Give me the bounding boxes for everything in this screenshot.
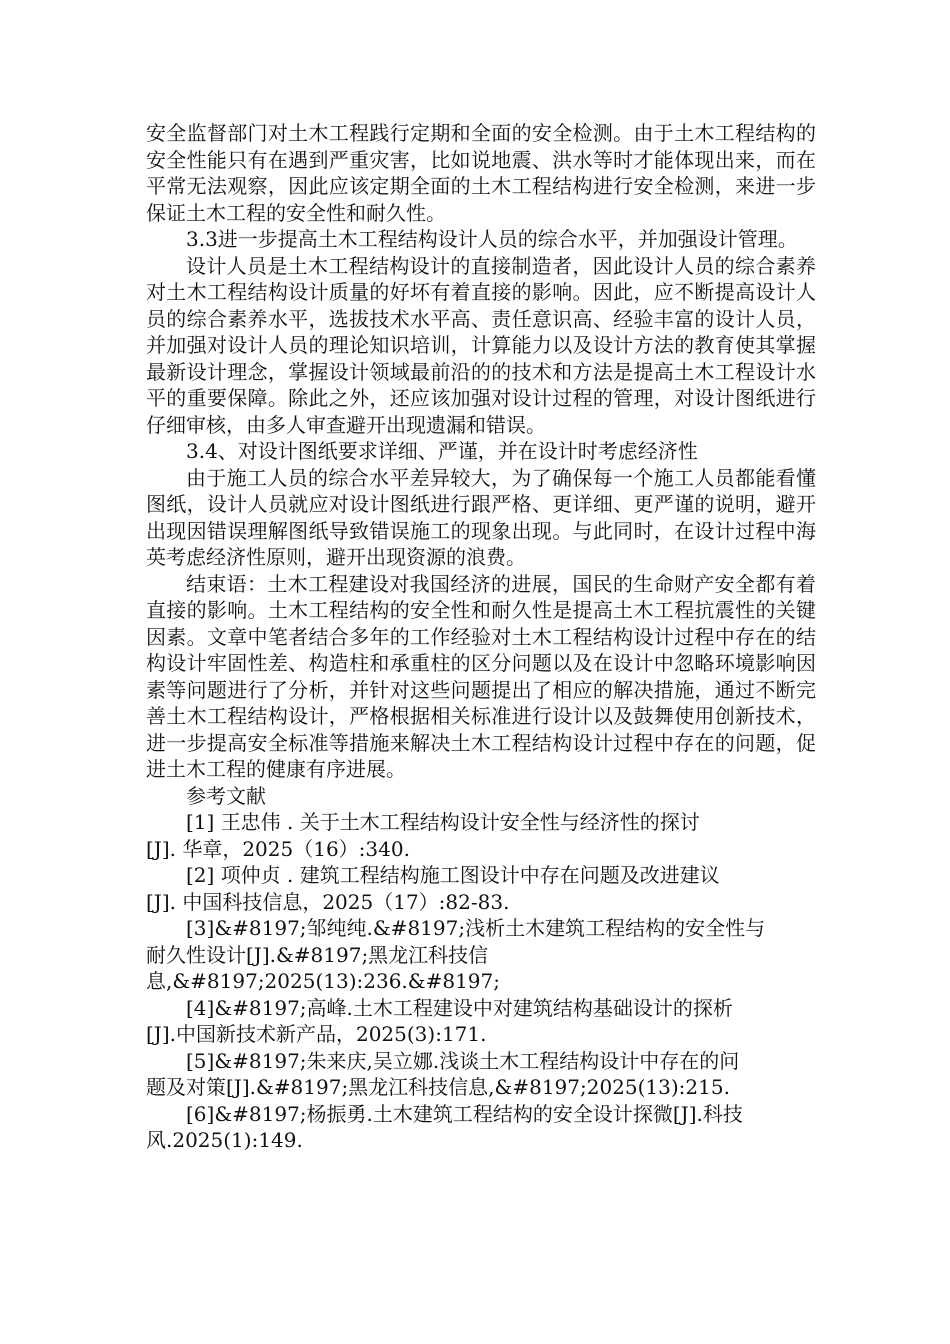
reference-5-line-2: 题及对策[J].&#8197;黑龙江科技信息,&#8197;2025(13):215. (146, 1075, 730, 1099)
section-heading-3-4: 3.4、对设计图纸要求详细、严谨，并在设计时考虑经济性 (186, 439, 698, 463)
reference-item-5 (146, 1048, 816, 1101)
reference-3-line-2: 耐久性设计[J].&#8197;黑龙江科技信 (146, 942, 489, 967)
reference-1-line-2: [J]. 华章，2025（16）:340. (146, 836, 410, 861)
reference-item-4 (146, 995, 816, 1048)
reference-4-line-1: [4]&#8197;高峰.土木工程建设中对建筑结构基础设计的探析 (186, 995, 733, 1020)
reference-item-2 (146, 862, 816, 915)
body-paragraph-3: 由于施工人员的综合水平差异较大，为了确保每一个施工人员都能看懂图纸，设计人员就应对设计图纸进行跟严格、更详细、更严谨的说明，避开出现因错误理解图纸导致错误施工的现象出现。与此同时，在设计过程中海英考虑经济性原则，避开出现资源的浪费。 (146, 465, 816, 569)
conclusion-paragraph: 结束语：土木工程建设对我国经济的进展，国民的生命财产安全都有着直接的影响。土木工程结构的安全性和耐久性是提高土木工程抗震性的关键因素。文章中笔者结合多年的工作经验对土木工程结构设计过程中存在的结构设计牢固性差、构造柱和承重柱的区分问题以及在设计中忽略环境影响因素等问题进行了分析，并针对这些问题提出了相应的解决措施，通过不断完善土木工程结构设计，严格根据相关标准进行设计以及鼓舞使用创新技术，进一步提高安全标准等措施来解决土木工程结构设计过程中存在的问题，促进土木工程的健康有序进展。 (146, 571, 816, 781)
body-paragraph-1: 安全监督部门对土木工程践行定期和全面的安全检测。由于土木工程结构的安全性能只有在遇到严重灾害，比如说地震、洪水等时才能体现出来，而在平常无法观察，因此应该定期全面的土木工程结构进行安全检测，来进一步保证土木工程的安全性和耐久性。 (146, 121, 816, 225)
document-page (146, 120, 816, 1154)
reference-item-1 (146, 809, 816, 862)
section-heading-3-3: 3.3进一步提高土木工程结构设计人员的综合水平，并加强设计管理。 (186, 227, 798, 251)
reference-3-line-1: [3]&#8197;邹纯纯.&#8197;浅析土木建筑工程结构的安全性与 (186, 916, 766, 940)
references-heading: 参考文献 (186, 783, 266, 808)
reference-1-line-1: [1] 王忠伟 . 关于土木工程结构设计安全性与经济性的探讨 (186, 810, 700, 834)
references-list (146, 809, 816, 1154)
reference-5-line-1: [5]&#8197;朱来庆,吴立娜.浅谈土木工程结构设计中存在的问 (186, 1048, 740, 1073)
body-paragraph-2: 设计人员是土木工程结构设计的直接制造者，因此设计人员的综合素养对土木工程结构设计质量的好坏有着直接的影响。因此，应不断提高设计人员的综合素养水平，选拔技术水平高、责任意识高、经验丰富的设计人员，并加强对设计人员的理论知识培训，计算能力以及设计方法的教育使其掌握最新设计理念，掌握设计领域最前沿的的技术和方法是提高土木工程设计水平的重要保障。除此之外，还应该加强对设计过程的管理，对设计图纸进行仔细审核，由多人审查避开出现遗漏和错误。 (146, 253, 816, 437)
reference-item-6 (146, 1101, 816, 1154)
reference-2-line-1: [2] 项仲贞 . 建筑工程结构施工图设计中存在问题及改进建议 (186, 863, 720, 887)
reference-6-line-1: [6]&#8197;杨振勇.土木建筑工程结构的安全设计探微[J].科技 (186, 1101, 743, 1126)
reference-item-3 (146, 915, 816, 995)
reference-6-line-2: 风.2025(1):149. (146, 1128, 303, 1152)
reference-4-line-2: [J].中国新技术新产品，2025(3):171. (146, 1022, 487, 1046)
reference-3-line-3: 息,&#8197;2025(13):236.&#8197; (146, 969, 500, 993)
reference-2-line-2: [J]. 中国科技信息，2025（17）:82-83. (146, 889, 510, 914)
